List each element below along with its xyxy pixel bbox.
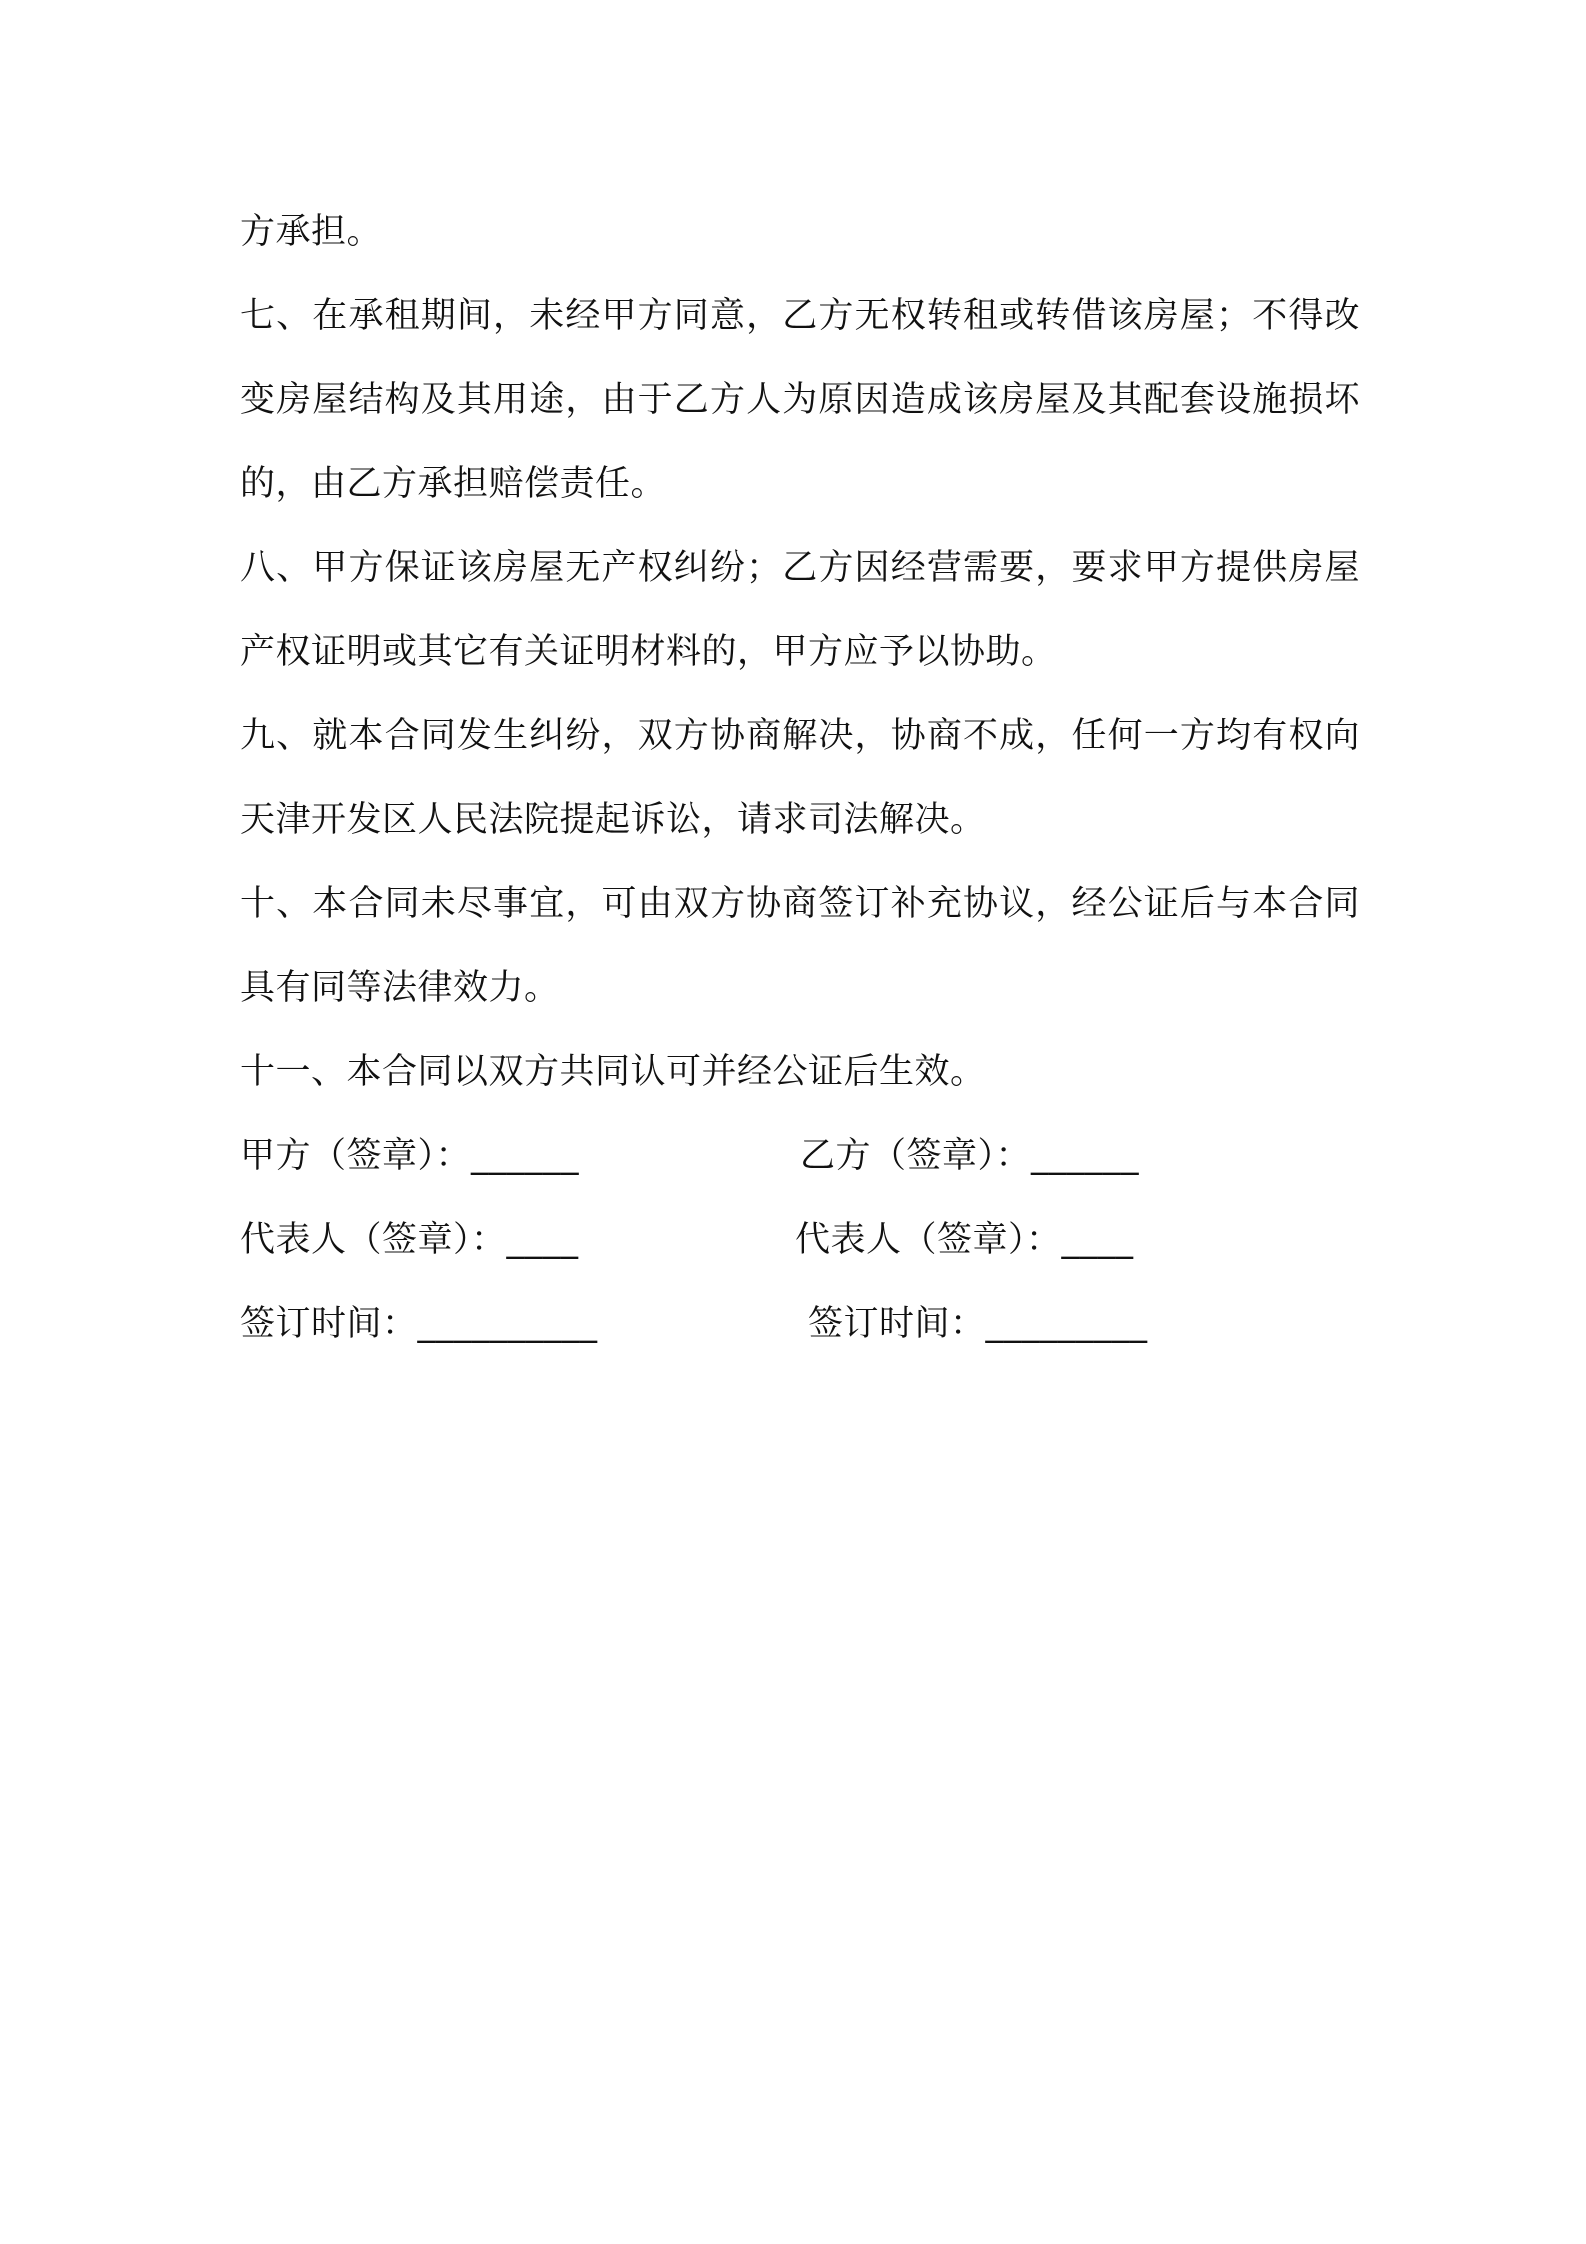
signature-block: [240, 1114, 1360, 1366]
rep-a-seal-field: 代表人（签章）：____: [240, 1220, 579, 1260]
paragraph-continuation: 方承担。: [240, 212, 383, 252]
clause-7: 七、在承租期间，未经甲方同意，乙方无权转租或转借该房屋；不得改变房屋结构及其用途，由于乙方人为原因造成该房屋及其配套设施损坏的，由乙方承担赔偿责任。: [240, 296, 1360, 504]
party-a-seal-field: 甲方（签章）：______: [240, 1136, 580, 1176]
clause-10: 十、本合同未尽事宜，可由双方协商签订补充协议，经公证后与本合同具有同等法律效力。: [240, 884, 1360, 1008]
clause-11: 十一、本合同以双方共同认可并经公证后生效。: [240, 1052, 986, 1092]
seal-row: [240, 1114, 1360, 1198]
document-body: [240, 190, 1360, 1366]
rep-b-seal-field: 代表人（签章）：____: [795, 1220, 1134, 1260]
party-b-seal-field: 乙方（签章）：______: [800, 1136, 1140, 1176]
clause-9: 九、就本合同发生纠纷，双方协商解决，协商不成，任何一方均有权向天津开发区人民法院提起诉讼，请求司法解决。: [240, 716, 1360, 840]
representative-row: [240, 1198, 1360, 1282]
date-row: [240, 1282, 1360, 1366]
date-a-field: 签订时间：__________: [240, 1304, 598, 1344]
clause-8: 八、甲方保证该房屋无产权纠纷；乙方因经营需要，要求甲方提供房屋产权证明或其它有关证明材料的，甲方应予以协助。: [240, 548, 1360, 672]
date-b-field: 签订时间：_________: [808, 1304, 1148, 1344]
